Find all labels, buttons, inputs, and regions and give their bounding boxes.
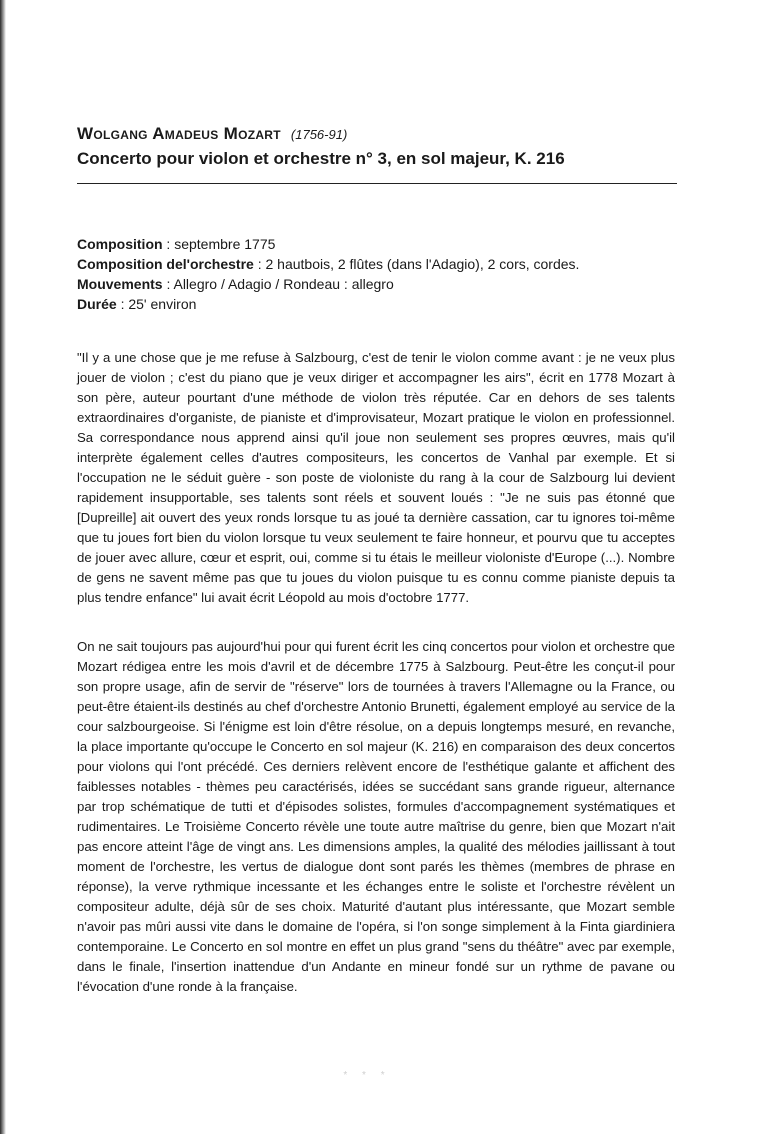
work-details bbox=[77, 234, 677, 314]
work-title: Concerto pour violon et orchestre n° 3, en sol majeur, K. 216 bbox=[77, 149, 565, 168]
detail-value: : septembre 1775 bbox=[162, 236, 276, 252]
body-paragraph-1: "Il y a une chose que je me refuse à Salzbourg, c'est de tenir le violon comme avant : je ne veux plus jouer de violon ; c'est du piano que je veux diriger et accompagner les airs", écrit en 1778 Mozart à son père, auteur pourtant d'une méthode de violon très réputée. Car en dehors de ses talents extraordinaires d'organiste, de pianiste et d'improvisateur, Mozart pratique le violon en professionnel. Sa correspondance nous apprend ainsi qu'il joue non seulement ses propres œuvres, mais qu'il interprète également celles d'autres compositeurs, les concertos de Vanhal par exemple. Et si l'occupation ne le séduit guère - son poste de violoniste du rang à la cour de Salzbourg lui devient rapidement insupportable, ses talents sont réels et souvent loués : "Je ne suis pas étonné que [Dupreille] ait ouvert des yeux ronds lorsque tu as joué ta dernière cassation, car tu ignores toi-même que tu joues fort bien du violon lorsque tu veux seulement te faire honneur, et pourvu que tu acceptes de jouer avec allure, cœur et esprit, oui, comme si tu étais le meilleur violoniste d'Europe (...). Nombre de gens ne savent même pas que tu joues du violon puisque tu es connu comme pianiste depuis ta plus tendre enfance" lui avait écrit Léopold au mois d'octobre 1777. bbox=[77, 350, 675, 605]
detail-label: Mouvements bbox=[77, 276, 163, 292]
detail-value: : 25' environ bbox=[116, 296, 197, 312]
section-ornament: * * * bbox=[343, 1070, 391, 1081]
detail-label: Durée bbox=[77, 296, 117, 312]
detail-label: Composition del'orchestre bbox=[77, 256, 254, 272]
detail-orchestra bbox=[77, 254, 677, 274]
detail-duration bbox=[77, 294, 677, 314]
body-paragraph-2: On ne sait toujours pas aujourd'hui pour qui furent écrit les cinq concertos pour violon et orchestre que Mozart rédigea entre les mois d'avril et de décembre 1775 à Salzbourg. Peut-être les conçut-il pour son propre usage, afin de servir de "réserve" lors de tournées à travers l'Allemagne ou la France, ou peut-être étaient-ils destinés au chef d'orchestre Antonio Brunetti, également employé au service de la cour salzbourgeoise. Si l'énigme est loin d'être résolue, on a depuis longtemps mesuré, en revanche, la place importante qu'occupe le Concerto en sol majeur (K. 216) en comparaison des deux concertos pour violons qui l'ont précédé. Ces derniers relèvent encore de l'esthétique galante et affichent des faiblesses notables - thèmes peu caractérisés, idées se succédant sans grande rigueur, alternance par trop schématique de tutti et d'épisodes solistes, formules d'accompagnement systématiques et rudimentaires. Le Troisième Concerto révèle une toute autre maîtrise du genre, bien que Mozart n'ait pas encore atteint l'âge de vingt ans. Les dimensions amples, la qualité des mélodies jaillissant à tout moment de l'orchestre, les vertus de dialogue dont sont parés les thèmes (membres de phrase en réponse), la verve rythmique incessante et les échanges entre le soliste et l'orchestre révèlent un compositeur adulte, déjà sûr de ses choix. Maturité d'autant plus intéressante, que Mozart semble n'avoir pas mûri aussi vite dans le domaine de l'opéra, si l'on songe simplement à la Finta giardiniera contemporaine. Le Concerto en sol montre en effet un plus grand "sens du théâtre" avec par exemple, dans le finale, l'insertion inattendue d'un Andante en mineur fondé sur un rythme de pavane ou l'évocation d'une ronde à la française. bbox=[77, 639, 675, 994]
detail-composition bbox=[77, 234, 677, 254]
header bbox=[77, 122, 677, 171]
detail-value: : Allegro / Adagio / Rondeau : allegro bbox=[162, 276, 394, 292]
composer-line bbox=[77, 122, 677, 147]
title-rule bbox=[77, 183, 677, 184]
composer-dates: (1756-91) bbox=[290, 127, 348, 142]
detail-movements bbox=[77, 274, 677, 294]
detail-label: Composition bbox=[77, 236, 163, 252]
scan-edge-shadow bbox=[0, 0, 6, 1134]
detail-value: : 2 hautbois, 2 flûtes (dans l'Adagio), 2 cors, cordes. bbox=[253, 256, 580, 272]
composer-name: Wolgang Amadeus Mozart bbox=[77, 124, 281, 143]
